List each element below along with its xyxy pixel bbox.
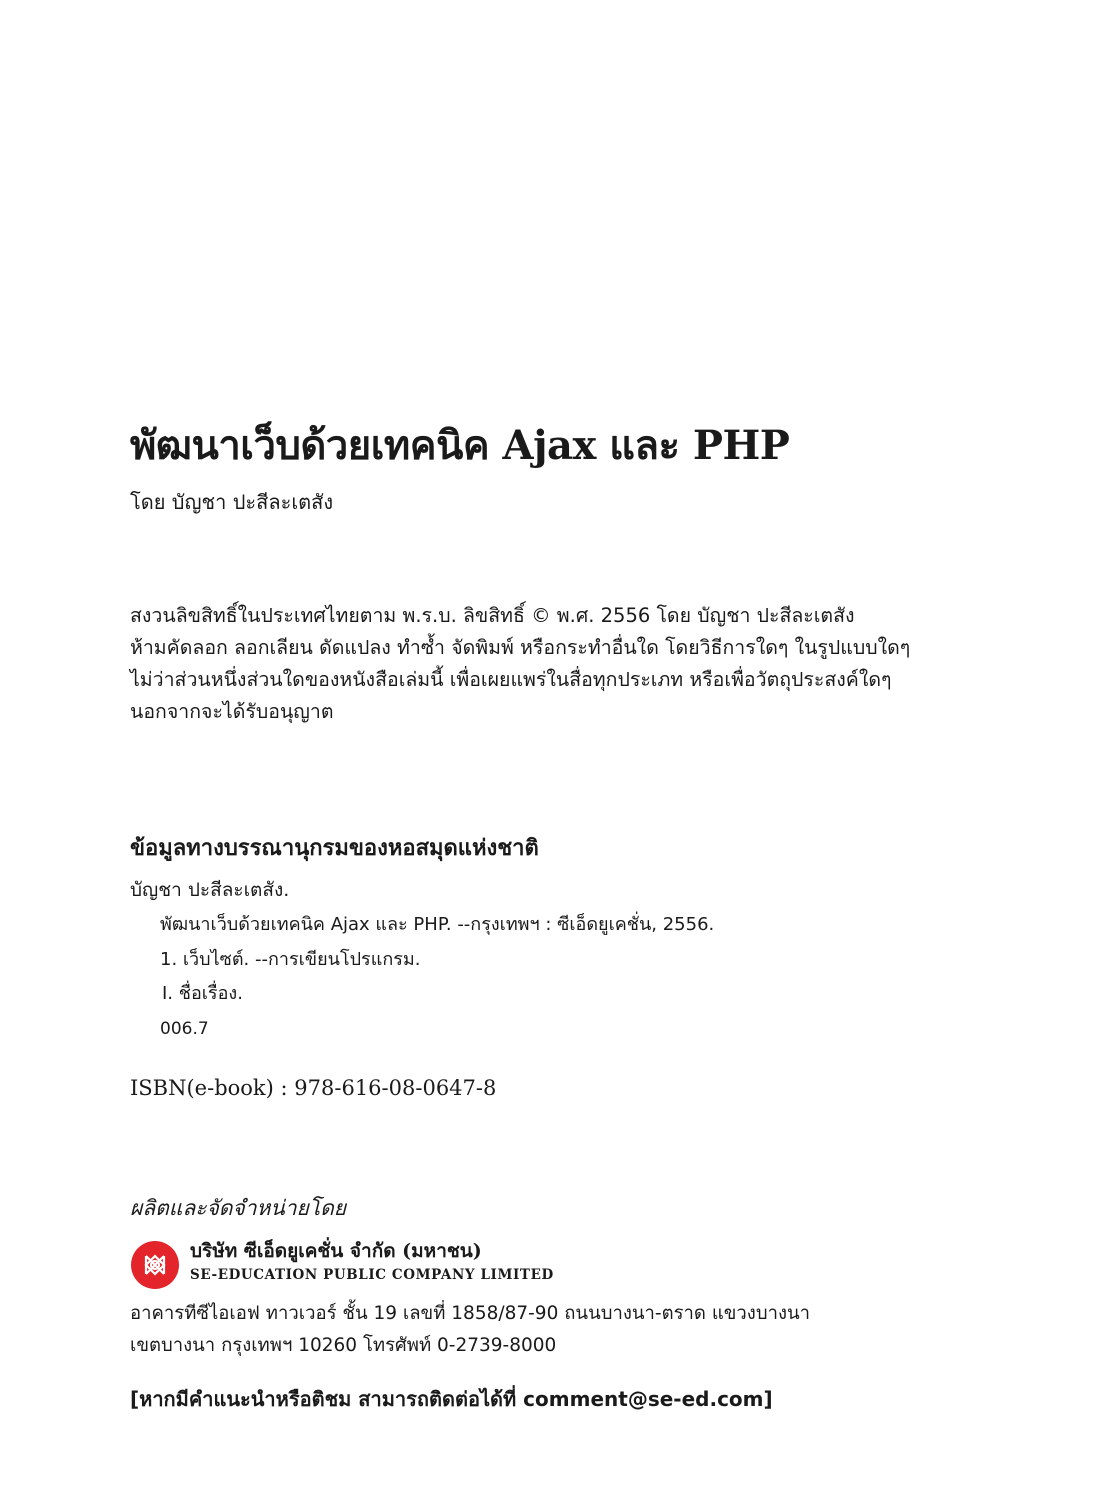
isbn: ISBN(e-book) : 978-616-08-0647-8 <box>130 1076 497 1100</box>
catalog-classification: 006.7 <box>160 1019 209 1039</box>
address-line: อาคารทีซีไอเอฟ ทาวเวอร์ ชั้น 19 เลขที่ 1858/87-90 ถนนบางนา-ตราด แขวงบางนา <box>130 1303 811 1324</box>
copyright-line: ไม่ว่าส่วนหนึ่งส่วนใดของหนังสือเล่มนี้ เพื่อเผยแพร่ในสื่อทุกประเภท หรือเพื่อวัตถุประสงค์ใดๆ <box>130 668 892 691</box>
publisher-name-english: SE-EDUCATION PUBLIC COMPANY LIMITED <box>190 1267 554 1283</box>
catalog-entry: พัฒนาเว็บด้วยเทคนิค Ajax และ PHP. --กรุงเทพฯ : ซีเอ็ดยูเคชั่น, 2556. <box>160 914 715 935</box>
copyright-notice <box>130 600 910 728</box>
book-title: พัฒนาเว็บด้วยเทคนิค Ajax และ PHP <box>130 422 790 469</box>
catalog-title-heading: I. ชื่อเรื่อง. <box>162 983 243 1004</box>
book-author: โดย บัญชา ปะสีละเตสัง <box>130 490 334 514</box>
se-ed-logo-icon <box>131 1241 179 1289</box>
copyright-line: ห้ามคัดลอก ลอกเลียน ดัดแปลง ทำซ้ำ จัดพิมพ์ หรือกระทำอื่นใด โดยวิธีการใดๆ ในรูปแบบใดๆ <box>130 636 911 659</box>
publisher-address <box>130 1298 810 1362</box>
catalog-author: บัญชา ปะสีละเตสัง. <box>130 879 290 901</box>
contact-note: [หากมีคำแนะนำหรือติชม สามารถติดต่อได้ที่ comment@se-ed.com] <box>130 1387 773 1411</box>
produced-by-label: ผลิตและจัดจำหน่ายโดย <box>130 1196 347 1220</box>
copyright-line: สงวนลิขสิทธิ์ในประเทศไทยตาม พ.ร.บ. ลิขสิทธิ์ © พ.ศ. 2556 โดย บัญชา ปะสีละเตสัง <box>130 604 855 627</box>
publisher-name-thai: บริษัท ซีเอ็ดยูเคชั่น จำกัด (มหาชน) <box>190 1240 482 1262</box>
catalog-subject: 1. เว็บไซต์. --การเขียนโปรแกรม. <box>160 949 421 970</box>
copyright-line: นอกจากจะได้รับอนุญาต <box>130 700 334 723</box>
address-line: เขตบางนา กรุงเทพฯ 10260 โทรศัพท์ 0-2739-8000 <box>130 1335 557 1356</box>
catalog-heading: ข้อมูลทางบรรณานุกรมของหอสมุดแห่งชาติ <box>130 835 539 861</box>
